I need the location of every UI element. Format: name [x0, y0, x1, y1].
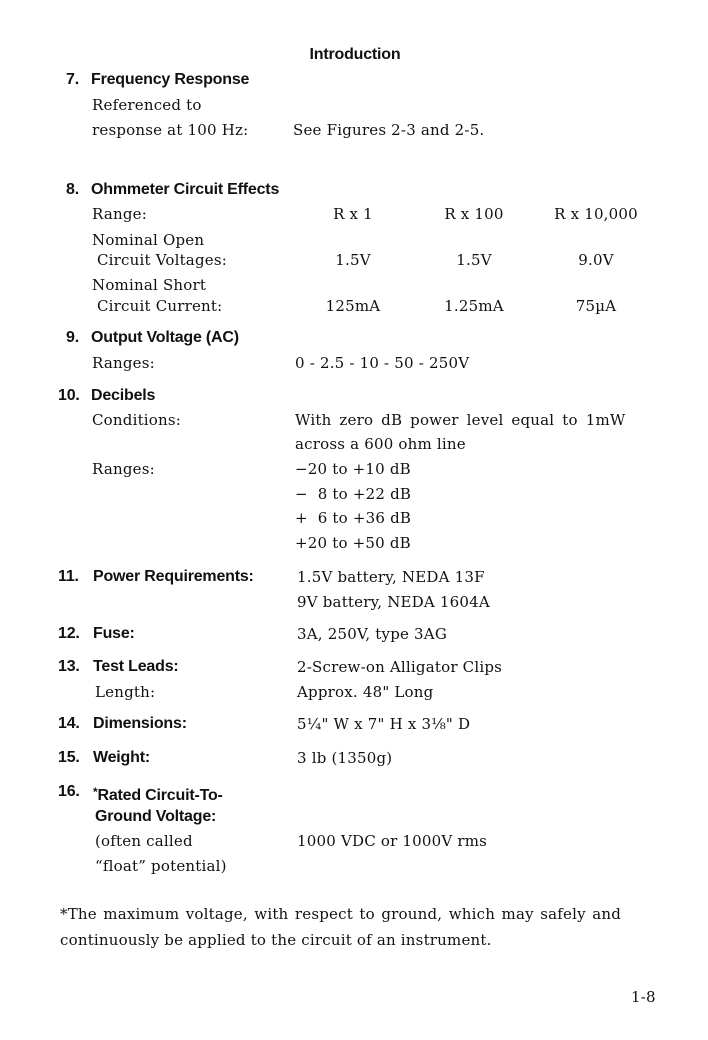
section-number: 9. — [66, 329, 79, 346]
value: 1.5V battery, NEDA 13F — [297, 568, 485, 586]
section-number: 13. — [58, 658, 80, 675]
section-number: 10. — [58, 387, 80, 404]
label: Nominal Short — [92, 276, 207, 294]
current-value: 75µA — [575, 297, 617, 315]
footnote: *The maximum voltage, with respect to ground, which may safely and — [60, 905, 622, 923]
section-number: 12. — [58, 625, 80, 642]
db-range: −20 to +10 dB — [295, 460, 411, 478]
section-heading: Ground Voltage: — [95, 808, 217, 825]
db-range: +20 to +50 dB — [295, 534, 411, 552]
section-heading: Decibels — [91, 387, 156, 404]
section-number: 7. — [66, 71, 79, 88]
label: Referenced to — [92, 96, 202, 114]
value: across a 600 ohm line — [295, 435, 466, 453]
range-value: R x 10,000 — [554, 205, 638, 223]
value: 2-Screw-on Alligator Clips — [297, 658, 503, 676]
section-number: 15. — [58, 749, 80, 766]
label: Ranges: — [92, 354, 155, 372]
label: response at 100 Hz: — [92, 121, 249, 139]
section-heading: Power Requirements: — [93, 568, 254, 585]
section-heading: Dimensions: — [93, 715, 187, 732]
section-heading: Ohmmeter Circuit Effects — [91, 181, 280, 198]
value: 5¼" W x 7" H x 3⅛" D — [297, 715, 471, 733]
db-range: + 6 to +36 dB — [295, 509, 412, 527]
current-value: 125mA — [325, 297, 381, 315]
section-heading: Frequency Response — [91, 71, 250, 88]
heading-line: Rated Circuit-To- — [97, 787, 223, 804]
voltage-value: 1.5V — [456, 251, 492, 269]
voltage-value: 9.0V — [578, 251, 614, 269]
section-number: 8. — [66, 181, 79, 198]
asterisk: * — [93, 785, 98, 799]
label: Circuit Voltages: — [97, 251, 227, 269]
page-number: 1-8 — [631, 988, 656, 1006]
value: Approx. 48" Long — [297, 683, 434, 701]
label: Range: — [92, 205, 147, 223]
label: Ranges: — [92, 460, 155, 478]
label: Nominal Open — [92, 231, 205, 249]
section-heading — [93, 782, 223, 802]
value: 3A, 250V, type 3AG — [297, 625, 447, 643]
section-heading: Test Leads: — [93, 658, 179, 675]
label: Circuit Current: — [97, 297, 223, 315]
value: With zero dB power level equal to 1mW — [295, 411, 626, 429]
db-range: − 8 to +22 dB — [295, 485, 412, 503]
value: 1000 VDC or 1000V rms — [297, 832, 488, 850]
section-number: 14. — [58, 715, 80, 732]
label: Length: — [95, 683, 156, 701]
current-value: 1.25mA — [444, 297, 504, 315]
section-heading: Fuse: — [93, 625, 135, 642]
section-number: 11. — [58, 568, 79, 585]
range-value: R x 1 — [333, 205, 373, 223]
label: Conditions: — [92, 411, 182, 429]
value: 0 - 2.5 - 10 - 50 - 250V — [295, 354, 470, 372]
footnote: continuously be applied to the circuit of an instrument. — [60, 931, 492, 949]
section-heading: Weight: — [93, 749, 150, 766]
value: 3 lb (1350g) — [297, 749, 393, 767]
section-heading: Output Voltage (AC) — [91, 329, 239, 346]
label: (often called — [95, 832, 193, 850]
voltage-value: 1.5V — [335, 251, 371, 269]
page-title: Introduction — [309, 46, 401, 63]
label: “float” potential) — [95, 857, 227, 875]
section-number: 16. — [58, 783, 80, 800]
value: See Figures 2-3 and 2-5. — [293, 121, 485, 139]
range-value: R x 100 — [444, 205, 504, 223]
value: 9V battery, NEDA 1604A — [297, 593, 490, 611]
